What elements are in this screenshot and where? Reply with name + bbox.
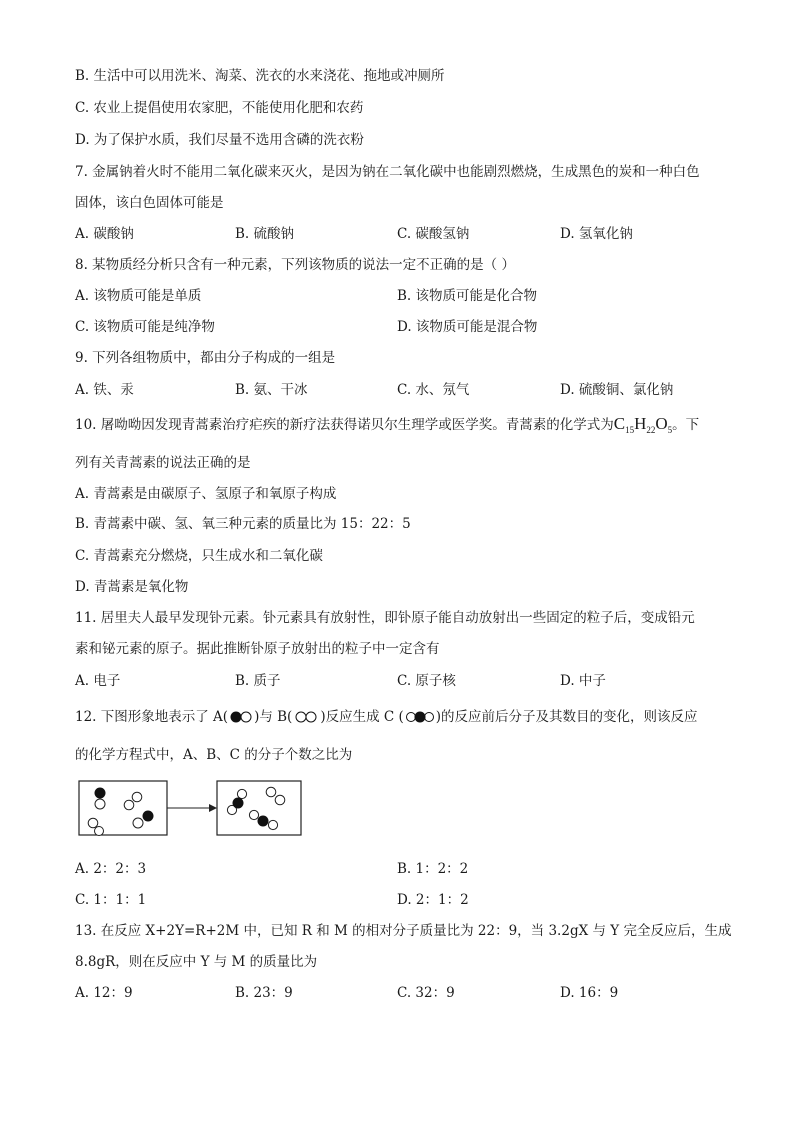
molecule-a-atom	[143, 811, 154, 822]
q13-option-a: A. 12：9	[75, 985, 133, 1001]
formula-h-count: 22	[646, 425, 656, 435]
molecule-b-atom	[275, 795, 285, 805]
q12-option-a: A. 2：2：3	[75, 861, 147, 877]
q12-stem-line1	[75, 707, 698, 727]
q8-option-c: C. 该物质可能是纯净物	[75, 319, 215, 335]
molecule-b-icon	[293, 710, 319, 724]
q10-option-b: B. 青蒿素中碳、氢、氧三种元素的质量比为 15：22：5	[75, 516, 411, 532]
q11-option-b: B. 质子	[235, 673, 281, 689]
q6-option-b: B. 生活中可以用洗米、淘菜、洗衣的水来浇花、拖地或冲厕所	[75, 68, 445, 84]
q12-option-b: B. 1：2：2	[397, 861, 469, 877]
q8-stem: 8. 某物质经分析只含有一种元素，下列该物质的说法一定不正确的是（ ）	[75, 257, 515, 273]
q11-option-a: A. 电子	[75, 673, 121, 689]
artemisinin-formula	[614, 414, 672, 433]
q12-text-1: 12. 下图形象地表示了 A(	[75, 709, 229, 725]
molecule-a-icon	[229, 710, 253, 724]
molecule-b-atom	[95, 827, 104, 836]
molecule-a-atom	[133, 818, 143, 828]
q12-option-c: C. 1：1：1	[75, 892, 147, 908]
reaction-diagram	[75, 778, 305, 838]
q12-stem-line2: 的化学方程式中，A、B、C 的分子个数之比为	[75, 747, 353, 763]
q10-stem-line2: 列有关青蒿素的说法正确的是	[75, 455, 251, 471]
reaction-arrow-head	[209, 804, 217, 812]
molecule-b-atom	[124, 800, 134, 810]
q10-stem-line1	[75, 414, 699, 440]
q13-option-c: C. 32：9	[397, 985, 455, 1001]
q9-stem: 9. 下列各组物质中，都由分子构成的一组是	[75, 350, 336, 366]
q7-stem-line1: 7. 金属钠着火时不能用二氧化碳来灭火，是因为钠在二氧化碳中也能剧烈燃烧，生成黑色的炭和一种白色	[75, 164, 700, 180]
q10-option-a: A. 青蒿素是由碳原子、氢原子和氧原子构成	[75, 486, 337, 502]
q8-option-d: D. 该物质可能是混合物	[397, 319, 538, 335]
molecule-c-atom	[233, 798, 244, 809]
molecule-c-atom	[249, 810, 258, 819]
q7-option-d: D. 氢氧化钠	[560, 226, 633, 242]
q12-text-4: )的反应前后分子及其数目的变化，则该反应	[435, 709, 698, 725]
q13-stem-line2: 8.8gR，则在反应中 Y 与 M 的质量比为	[75, 954, 318, 970]
molecule-c-atom	[268, 820, 277, 829]
q12-text-2: )与 B(	[254, 709, 293, 725]
formula-o: O	[655, 414, 668, 433]
q9-option-c: C. 水、氖气	[397, 382, 470, 398]
q11-stem-line2: 素和铋元素的原子。据此推断钋原子放射出的粒子中一定含有	[75, 641, 440, 657]
q13-stem-line1: 13. 在反应 X+2Y=R+2M 中，已知 R 和 M 的相对分子质量比为 22：9，当 3.2gX 与 Y 完全反应后，生成	[75, 923, 732, 939]
q11-option-c: C. 原子核	[397, 673, 456, 689]
q10-stem-text: 10. 屠呦呦因发现青蒿素治疗疟疾的新疗法获得诺贝尔生理学或医学奖。青蒿素的化学式为	[75, 417, 614, 433]
molecule-a-atom	[95, 799, 105, 809]
q10-option-d: D. 青蒿素是氧化物	[75, 579, 189, 595]
q8-option-b: B. 该物质可能是化合物	[397, 288, 538, 304]
molecule-c-atom	[237, 789, 246, 798]
formula-h: H	[634, 414, 647, 433]
q7-option-c: C. 碳酸氢钠	[397, 226, 470, 242]
molecule-b-atom	[132, 792, 142, 802]
formula-c: C	[613, 414, 626, 433]
q7-option-b: B. 硫酸钠	[235, 226, 295, 242]
q13-option-d: D. 16：9	[560, 985, 619, 1001]
q10-stem-tail: 。下	[672, 417, 700, 433]
formula-o-count: 5	[667, 425, 673, 435]
formula-c-count: 15	[625, 425, 635, 435]
q7-stem-line2: 固体，该白色固体可能是	[75, 195, 224, 211]
q11-option-d: D. 中子	[560, 673, 606, 689]
molecule-b-atom	[266, 787, 276, 797]
q9-option-a: A. 铁、汞	[75, 382, 134, 398]
q7-option-a: A. 碳酸钠	[75, 226, 134, 242]
molecule-c-icon	[405, 710, 435, 724]
q6-option-c: C. 农业上提倡使用农家肥，不能使用化肥和农药	[75, 100, 364, 116]
q11-stem-line1: 11. 居里夫人最早发现钋元素。钋元素具有放射性，即钋原子能自动放射出一些固定的粒子后，变成铅元	[75, 610, 695, 626]
q6-option-d: D. 为了保护水质，我们尽量不选用含磷的洗衣粉	[75, 132, 364, 148]
q12-option-d: D. 2：1：2	[397, 892, 469, 908]
molecule-b-atom	[88, 818, 98, 828]
q12-text-3: )反应生成 C (	[320, 709, 404, 725]
q8-option-a: A. 该物质可能是单质	[75, 288, 202, 304]
molecule-c-atom	[258, 816, 269, 827]
q13-option-b: B. 23：9	[235, 985, 293, 1001]
q9-option-b: B. 氨、干冰	[235, 382, 308, 398]
molecule-a-atom	[95, 788, 106, 799]
q9-option-d: D. 硫酸铜、氯化钠	[560, 382, 674, 398]
q10-option-c: C. 青蒿素充分燃烧，只生成水和二氧化碳	[75, 548, 323, 564]
